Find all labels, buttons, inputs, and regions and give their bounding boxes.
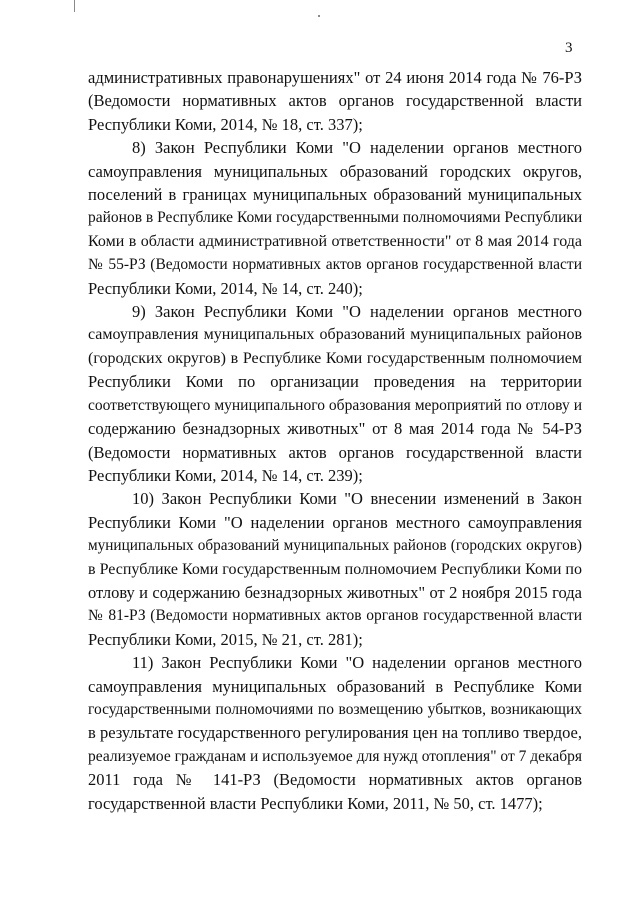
- document-body: [88, 66, 582, 815]
- paragraph-item-7-continuation: [88, 66, 582, 136]
- text-line: содержанию безнадзорных животных" от 8 мая 2014 года № 54-РЗ: [88, 419, 582, 439]
- text-line: районов в Республике Коми государственными полномочиями Республики: [88, 209, 583, 227]
- text-line: (Ведомости нормативных актов органов государственной власти: [88, 91, 582, 111]
- paragraph-item-9: [88, 300, 582, 487]
- text-line: 10) Закон Республики Коми "О внесении изменений в Закон: [132, 489, 582, 509]
- text-line: Республики Коми, 2014, № 14, ст. 240);: [88, 278, 363, 298]
- paragraph-item-8: [88, 136, 582, 300]
- paragraph-item-11: [88, 651, 582, 815]
- text-line: реализуемое гражданам и используемое для нужд отопления" от 7 декабря: [88, 747, 582, 765]
- text-line: отлову и содержанию безнадзорных животных" от 2 ноября 2015 года: [88, 582, 582, 602]
- text-line: самоуправления муниципальных образований муниципальных районов: [88, 326, 582, 344]
- text-line: № 55-РЗ (Ведомости нормативных актов органов государственной власти: [88, 256, 582, 274]
- text-line: муниципальных образований муниципальных районов (городских округов): [88, 537, 582, 555]
- text-line: № 81-РЗ (Ведомости нормативных актов органов государственной власти: [88, 607, 582, 625]
- text-line: Республики Коми, 2015, № 21, ст. 281);: [88, 629, 363, 649]
- text-line: (Ведомости нормативных актов органов государственной власти: [88, 442, 582, 462]
- text-line: 8) Закон Республики Коми "О наделении органов местного: [132, 138, 582, 158]
- text-line: (городских округов) в Республике Коми государственным полномочием: [88, 349, 582, 367]
- paragraph-item-10: [88, 487, 582, 651]
- text-line: 2011 года № 141-РЗ (Ведомости нормативных актов органов: [88, 770, 582, 790]
- text-line: государственной власти Республики Коми, 2011, № 50, ст. 1477);: [88, 793, 543, 813]
- text-line: административных правонарушениях" от 24 июня 2014 года № 76-РЗ: [88, 68, 582, 87]
- text-line: 9) Закон Республики Коми "О наделении органов местного: [132, 302, 582, 322]
- page-number: 3: [565, 40, 573, 56]
- text-line: поселений в границах муниципальных образований муниципальных: [88, 185, 582, 205]
- text-line: в результате государственного регулирования цен на топливо твердое,: [88, 723, 582, 743]
- text-line: в Республике Коми государственным полномочием Республики Коми по: [88, 560, 582, 578]
- text-line: Коми в области административной ответственности" от 8 мая 2014 года: [88, 232, 582, 250]
- scan-artifact-dot: [318, 15, 320, 17]
- text-line: 11) Закон Республики Коми "О наделении органов местного: [132, 653, 582, 673]
- text-line: соответствующего муниципального образования мероприятий по отлову и: [88, 396, 582, 414]
- scan-artifact-mark: [74, 0, 75, 12]
- text-line: самоуправления муниципальных образований городских округов,: [88, 161, 582, 181]
- text-line: Республики Коми, 2014, № 18, ст. 337);: [88, 114, 363, 134]
- text-line: самоуправления муниципальных образований в Республике Коми: [88, 676, 582, 696]
- text-line: государственными полномочиями по возмещению убытков, возникающих: [88, 700, 582, 718]
- text-line: Республики Коми по организации проведения на территории: [88, 372, 582, 392]
- text-line: Республики Коми, 2014, № 14, ст. 239);: [88, 465, 363, 485]
- text-line: Республики Коми "О наделении органов местного самоуправления: [88, 512, 582, 532]
